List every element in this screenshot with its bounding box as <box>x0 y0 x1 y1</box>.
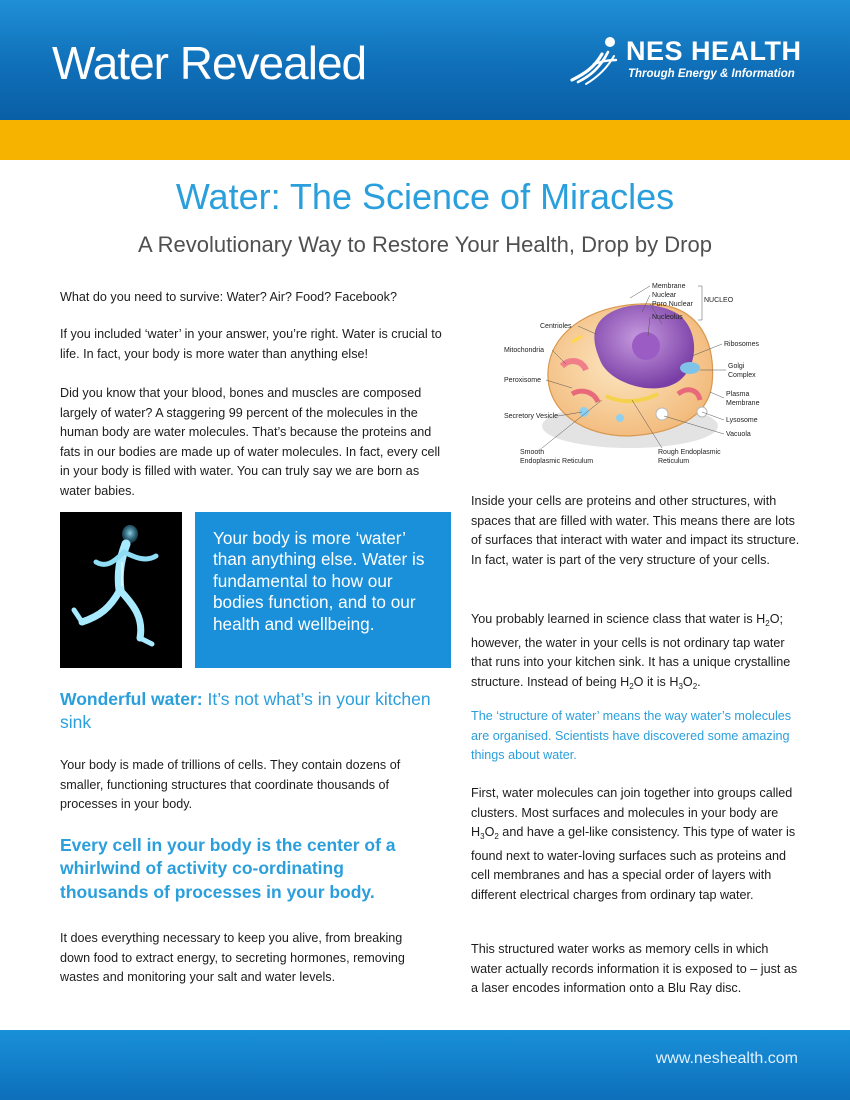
label-smooth: Smooth <box>520 449 545 456</box>
cell-diagram <box>502 276 802 470</box>
label-membrane: Membrane <box>652 283 686 290</box>
text-fragment: First, water molecules can join together into groups called clusters. Most surfaces and molecules in your body are H <box>471 786 793 840</box>
text-fragment: O; however, the water in your cells is not ordinary tap water that runs into your kitchen sink. It has a unique crystalline structure. Instead of being H <box>471 612 791 689</box>
header-title: Water Revealed <box>52 37 367 89</box>
text-fragment: O <box>484 825 495 840</box>
label-vacuola: Vacuola <box>726 431 751 438</box>
runner-logo-icon <box>566 34 624 86</box>
text-fragment: . <box>697 674 701 689</box>
paragraph-h2o <box>471 610 801 696</box>
page-subtitle: A Revolutionary Way to Restore Your Health, Drop by Drop <box>138 232 712 257</box>
subscript: 2 <box>629 681 634 691</box>
label-ribosomes: Ribosomes <box>724 341 760 348</box>
subscript: 2 <box>494 832 499 842</box>
label-complex: Complex <box>728 372 756 379</box>
paragraph-inside-cells: Inside your cells are proteins and other structures, with spaces that are filled with water. This means there are lots of surfaces that interact with water and impact its structure. In fact, water is part of the very structure of your cells. <box>471 494 800 567</box>
paragraph-water-crucial: If you included ‘water’ in your answer, you’re right. Water is crucial to life. In fact, your body is more water than anything else! <box>60 327 442 361</box>
section-heading-rest: It’s not what’s in your kitchen sink <box>60 689 431 732</box>
logo-tagline: Through Energy & Information <box>628 68 795 80</box>
runner-skeleton-image <box>60 512 182 668</box>
quote-text: Your body is more ‘water’ than anything else. Water is fundamental to how our bodies function, and to our health and wellbeing. <box>213 528 425 634</box>
text-fragment: O it is H <box>633 674 679 689</box>
paragraph-structure-of-water: The ‘structure of water’ means the way water’s molecules are organised. Scientists have discovered some amazing things about water. <box>471 709 792 763</box>
text-fragment: You probably learned in science class that water is H <box>471 612 766 626</box>
subscript: 3 <box>480 832 485 842</box>
paragraph-clusters <box>471 784 801 906</box>
label-rough: Rough Endoplasmic <box>658 449 721 456</box>
header-banner <box>0 0 850 120</box>
paragraph-body-composition: Did you know that your blood, bones and muscles are composed largely of water? A staggering 99 percent of the molecules in the human body are water molecules. That’s because the proteins and fats in our bodies are made up of water molecules. In fact, every cell in your body is filled with water. You can truly say we are born as water babies. <box>60 386 441 498</box>
intro-question: What do you need to survive: Water? Air? Food? Facebook? <box>60 290 397 304</box>
label-rough-er: Reticulum <box>658 458 690 465</box>
section-heading-wonderful-water <box>60 688 440 734</box>
nes-health-logo <box>566 34 806 86</box>
label-peroxisome: Peroxisome <box>504 377 541 384</box>
label-secretory-vesicle: Secretory Vesicle <box>504 413 559 420</box>
subscript: 2 <box>765 619 770 628</box>
section-heading-bold: Wonderful water: <box>60 689 203 709</box>
quote-box <box>195 512 451 668</box>
text-fragment: and have a gel-like consistency. This type of water is found next to water-loving surfaces such as proteins and cell membranes and has a special order of layers with different electrical charges from ordinary tap water. <box>471 825 796 902</box>
paragraph-trillions-cells: Your body is made of trillions of cells. They contain dozens of smaller, functioning structures that coordinate thousands of processes in your body. <box>60 758 401 812</box>
subscript: 2 <box>692 681 698 691</box>
label-lysosome: Lysosome <box>726 417 758 424</box>
footer-banner <box>0 1030 850 1100</box>
paragraph-memory-cells: This structured water works as memory cells in which water actually records information it is exposed to – just as a laser encodes information onto a Blu Ray disc. <box>471 942 798 996</box>
yellow-band <box>0 120 850 160</box>
label-centrioles: Centrioles <box>540 323 572 330</box>
text-fragment: O <box>682 674 693 689</box>
website-link[interactable]: www.neshealth.com <box>655 1050 798 1067</box>
logo-name: NES HEALTH <box>626 36 802 66</box>
label-smooth-er: Endoplasmic Reticulum <box>520 458 594 465</box>
label-golgi: Golgi <box>728 363 745 370</box>
label-nucleo: NUCLEO <box>704 297 734 304</box>
page-title: Water: The Science of Miracles <box>175 176 675 217</box>
label-poro-nuclear: Poro Nuclear <box>652 301 693 308</box>
label-plasma: Plasma <box>726 391 750 398</box>
label-nucleolus: Nucleolus <box>652 314 683 321</box>
subscript: 3 <box>678 681 683 691</box>
runner-figure-icon <box>60 512 182 668</box>
label-nuclear: Nuclear <box>652 292 677 299</box>
label-plasma-membrane: Membrane <box>726 400 760 407</box>
pull-quote: Every cell in your body is the center of a whirlwind of activity co-ordinating thousands of processes in your body. <box>60 835 396 902</box>
label-mitochondria: Mitochondria <box>504 347 545 354</box>
paragraph-keeps-alive: It does everything necessary to keep you alive, from breaking down food to extract energy, to secreting hormones, removing wastes and monitoring your salt and water levels. <box>60 931 405 985</box>
